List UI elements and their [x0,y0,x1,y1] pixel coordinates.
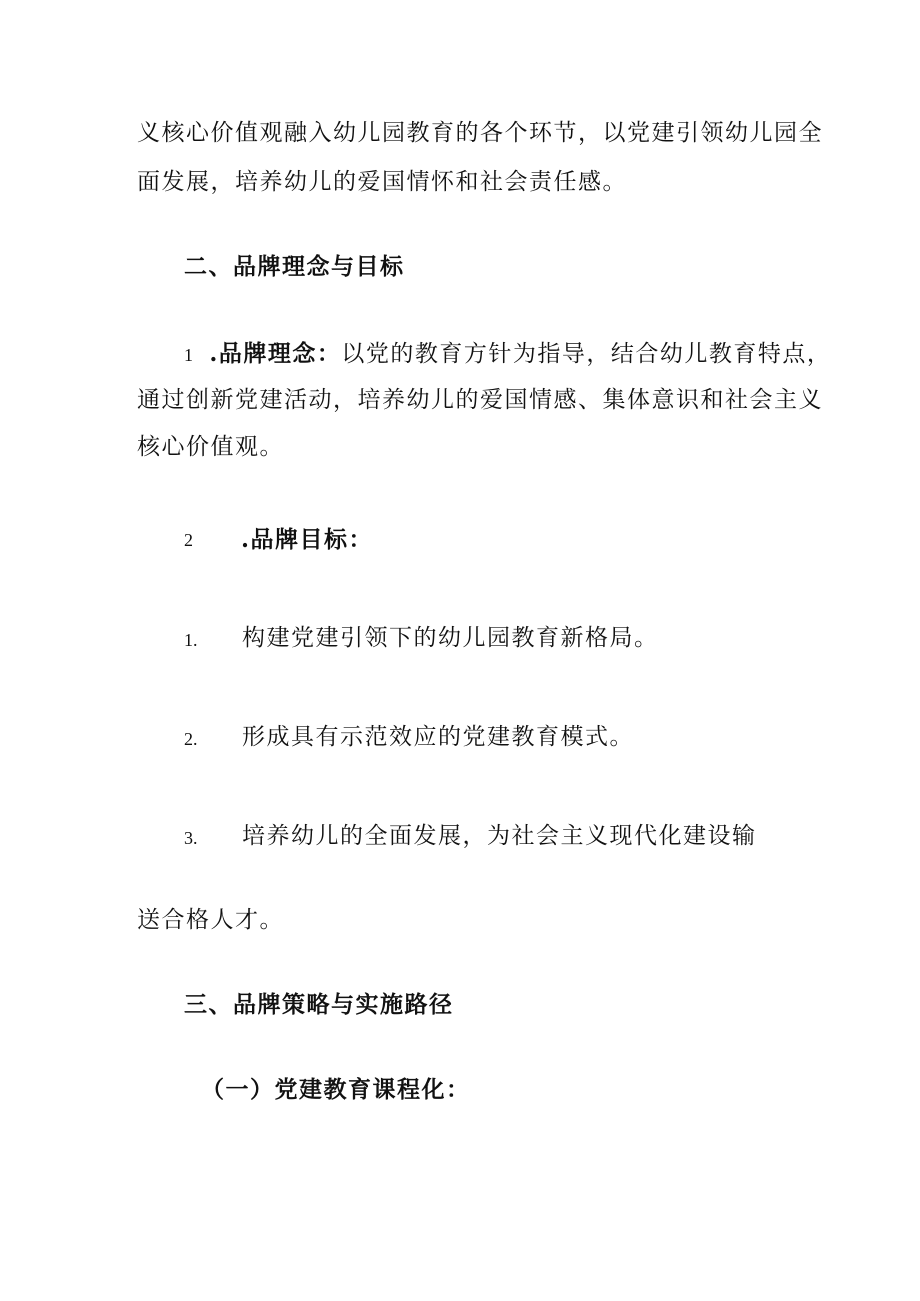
brand-concept-label: .品牌理念： [209,340,342,367]
brand-concept-number: 1 [184,345,195,365]
goal-3-text: 培养幼儿的全面发展，为社会主义现代化建设输 [242,823,757,849]
section-3-subheading-1: （一）党建教育课程化： [201,1076,471,1103]
goal-3-number: 3. [184,828,198,848]
intro-line-1: 义核心价值观融入幼儿园教育的各个环节，以党建引领幼儿园全 [137,120,823,146]
goal-1-number: 1. [184,630,198,650]
brand-concept-text-1: 以党的教育方针为指导，结合幼儿教育特点， [341,341,832,367]
goal-3-continuation: 送合格人才。 [137,907,284,933]
intro-line-2: 面发展，培养幼儿的爱国情怀和社会责任感。 [137,169,627,195]
section-3-heading: 三、品牌策略与实施路径 [184,991,454,1018]
brand-concept-line-3: 核心价值观。 [137,434,284,460]
goal-1-text: 构建党建引领下的幼儿园教育新格局。 [242,625,659,651]
goal-2-number: 2. [184,729,198,749]
brand-goal-number: 2 [184,530,193,550]
goal-2-text: 形成具有示范效应的党建教育模式。 [242,724,634,750]
brand-concept-line-1 [184,339,831,370]
brand-concept-line-2: 通过创新党建活动，培养幼儿的爱国情感、集体意识和社会主义 [137,387,823,413]
brand-goal-label: .品牌目标： [241,526,374,553]
section-2-heading: 二、品牌理念与目标 [184,253,405,280]
